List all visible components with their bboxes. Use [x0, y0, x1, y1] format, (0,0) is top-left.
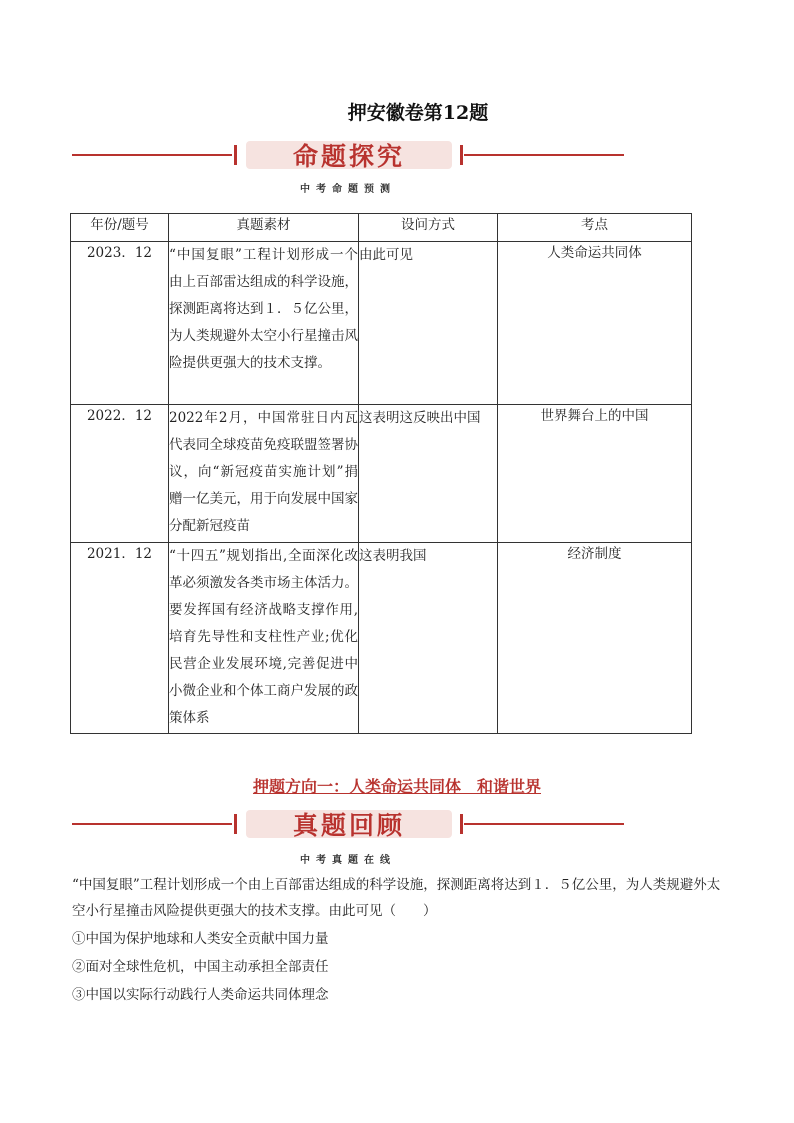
header-ask: 设问方式 [359, 214, 498, 242]
cell-point: 世界舞台上的中国 [498, 405, 692, 543]
table-row [71, 543, 692, 734]
option-1: ①中国为保护地球和人类安全贡献中国力量 [72, 931, 329, 947]
exam-analysis-table [70, 213, 692, 734]
cell-material: 2022年2月，中国常驻日内瓦代表同全球疫苗免疫联盟签署协议，向“新冠疫苗实施计划”捐赠一亿美元，用于向发展中国家分配新冠疫苗 [169, 405, 359, 543]
banner-rule-right [464, 823, 624, 825]
banner-caption: 中考真题在线 [300, 855, 396, 866]
section-banner-exploration [72, 141, 624, 171]
cell-ask: 这表明这反映出中国 [359, 405, 498, 543]
table-header-row [71, 214, 692, 242]
question-block [72, 872, 732, 1008]
option-2: ②面对全球性危机，中国主动承担全部责任 [72, 959, 329, 975]
banner-rule-left [72, 154, 232, 156]
cell-ask: 这表明我国 [359, 543, 498, 734]
banner-bar-left [234, 814, 237, 834]
table-row [71, 405, 692, 543]
page-title: 押安徽卷第12题 [347, 102, 489, 124]
option-3: ③中国以实际行动践行人类命运共同体理念 [72, 987, 329, 1003]
banner-label: 真题回顾 [292, 811, 405, 840]
banner-bar-left [234, 145, 237, 165]
header-point: 考点 [498, 214, 692, 242]
cell-year: 2021．12 [71, 543, 169, 734]
cell-material: “十四五”规划指出,全面深化改革必须激发各类市场主体活力。要发挥国有经济战略支撑作用,培育先导性和支柱性产业;优化民营企业发展环境,完善促进中小微企业和个体工商户发展的政策体系 [169, 543, 359, 734]
cell-year: 2023．12 [71, 242, 169, 405]
banner-rule-right [464, 154, 624, 156]
banner-bar-right [460, 814, 463, 834]
banner-bar-right [460, 145, 463, 165]
section-banner-review [72, 810, 624, 840]
banner-caption: 中考命题预测 [300, 184, 396, 195]
question-stem: “中国复眼”工程计划形成一个由上百部雷达组成的科学设施，探测距离将达到１．５亿公里，为人类规避外太空小行星撞击风险提供更强大的技术支撑。由此可见（ ） [72, 877, 721, 919]
header-material: 真题素材 [169, 214, 359, 242]
header-year: 年份/题号 [71, 214, 169, 242]
cell-point: 经济制度 [498, 543, 692, 734]
table-row [71, 242, 692, 405]
cell-ask: 由此可见 [359, 242, 498, 405]
cell-material: “中国复眼”工程计划形成一个由上百部雷达组成的科学设施，探测距离将达到１．５亿公里，为人类规避外太空小行星撞击风险提供更强大的技术支撑。 [169, 242, 359, 405]
banner-label: 命题探究 [292, 142, 405, 171]
cell-year: 2022．12 [71, 405, 169, 543]
direction-heading: 押题方向一：人类命运共同体 和谐世界 [252, 777, 541, 796]
banner-rule-left [72, 823, 232, 825]
cell-point: 人类命运共同体 [498, 242, 692, 405]
